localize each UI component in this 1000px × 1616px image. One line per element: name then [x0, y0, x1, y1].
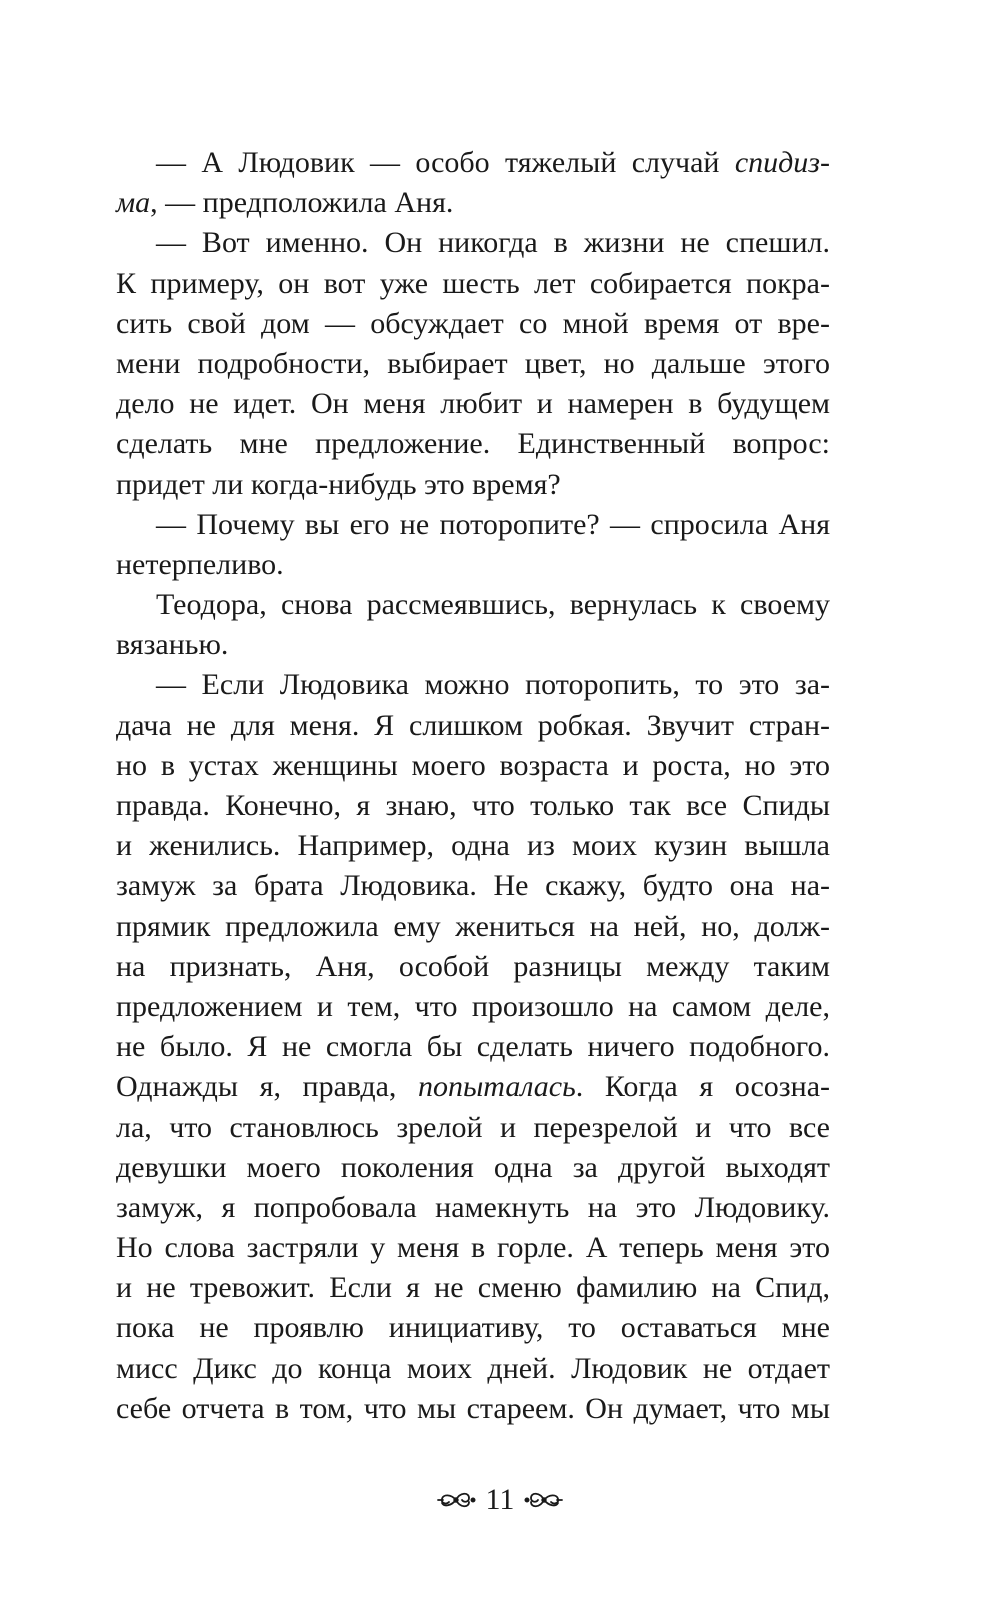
text-segment: мени подробности, выбирает цвет, но дальше этого: [116, 346, 830, 380]
text-segment: Но слова застряли у меня в горле. А теперь меня это: [116, 1231, 830, 1265]
text-segment: , — предположила Аня.: [150, 186, 454, 220]
text-line: [116, 947, 830, 987]
text-line: [116, 866, 830, 906]
text-segment: — Почему вы его не поторопите? — спросила Аня: [156, 507, 830, 541]
text-segment: придет ли когда-нибудь это время?: [116, 467, 561, 501]
italic-text: попыталась: [417, 1070, 576, 1104]
page-number: 11: [485, 1483, 515, 1517]
text-line: [116, 143, 830, 183]
text-line: [116, 987, 830, 1027]
text-line: [116, 344, 830, 384]
text-line: [116, 1067, 830, 1107]
text-line: [116, 1389, 830, 1429]
text-line: [116, 505, 830, 545]
text-line: [116, 746, 830, 786]
text-segment: К примеру, он вот уже шесть лет собирается покра-: [116, 266, 830, 300]
text-segment: девушки моего поколения одна за другой выходят: [116, 1150, 830, 1184]
text-segment: на признать, Аня, особой разницы между таким: [116, 949, 830, 983]
text-line: [116, 545, 830, 585]
text-line: [116, 384, 830, 424]
text-line: [116, 264, 830, 304]
italic-text: ма: [116, 186, 151, 220]
text-line: [116, 907, 830, 947]
text-segment: Теодора, снова рассмеявшись, вернулась к своему: [156, 588, 830, 622]
text-segment: — А Людовик — особо тяжелый случай: [156, 146, 735, 179]
text-line: [116, 223, 830, 263]
text-line: [116, 706, 830, 746]
text-line: [116, 424, 830, 464]
text-segment: предложением и тем, что произошло на самом деле,: [116, 989, 830, 1023]
text-segment: . Когда я осозна-: [575, 1070, 830, 1104]
text-segment: нетерпеливо.: [116, 547, 284, 581]
text-segment: замуж, я попробовала намекнуть на это Людовику.: [116, 1190, 830, 1224]
text-segment: вязанью.: [116, 628, 229, 662]
text-line: [116, 1349, 830, 1389]
text-segment: правда. Конечно, я знаю, что только так все Спиды: [116, 789, 830, 822]
text-line: [116, 1308, 830, 1348]
text-line: [116, 665, 830, 705]
page-footer: [0, 1478, 1000, 1520]
text-line: [116, 1268, 830, 1308]
right-flourish-icon: [524, 1487, 564, 1513]
text-line: [116, 465, 830, 505]
body-text: [116, 143, 830, 1429]
text-segment: себе отчета в том, что мы стареем. Он думает, что мы: [116, 1391, 830, 1425]
text-segment: дача не для меня. Я слишком робкая. Звучит стран-: [116, 708, 830, 742]
text-segment: не было. Я не смогла бы сделать ничего подобного.: [116, 1030, 830, 1064]
text-line: [116, 786, 830, 826]
text-segment: дело не идет. Он меня любит и намерен в будущем: [116, 387, 830, 421]
text-segment: замуж за брата Людовика. Не скажу, будто она на-: [116, 869, 830, 903]
text-line: [116, 1188, 830, 1228]
text-line: [116, 1108, 830, 1148]
text-line: [116, 826, 830, 866]
text-segment: пока не проявлю инициативу, то оставаться мне: [116, 1311, 830, 1345]
text-line: [116, 304, 830, 344]
text-segment: прямик предложила ему жениться на ней, но, долж-: [116, 909, 830, 943]
text-segment: сделать мне предложение. Единственный вопрос:: [116, 427, 830, 461]
text-line: [116, 183, 830, 223]
text-segment: мисс Дикс до конца моих дней. Людовик не отдает: [116, 1351, 830, 1385]
text-segment: Однажды я, правда,: [116, 1070, 418, 1104]
text-line: [116, 585, 830, 625]
text-segment: — Вот именно. Он никогда в жизни не спешил.: [156, 226, 830, 260]
text-segment: и женились. Например, одна из моих кузин вышла: [116, 829, 830, 863]
text-segment: но в устах женщины моего возраста и роста, но это: [116, 748, 830, 782]
text-line: [116, 625, 830, 665]
italic-text: спидиз-: [734, 146, 830, 179]
text-segment: сить свой дом — обсуждает со мной время от вре-: [116, 306, 830, 340]
text-line: [116, 1027, 830, 1067]
text-segment: и не тревожит. Если я не сменю фамилию на Спид,: [116, 1271, 830, 1305]
text-segment: — Если Людовика можно поторопить, то это за-: [156, 668, 830, 702]
text-line: [116, 1228, 830, 1268]
left-flourish-icon: [436, 1487, 476, 1513]
text-segment: ла, что становлюсь зрелой и перезрелой и что все: [116, 1110, 830, 1144]
text-line: [116, 1148, 830, 1188]
